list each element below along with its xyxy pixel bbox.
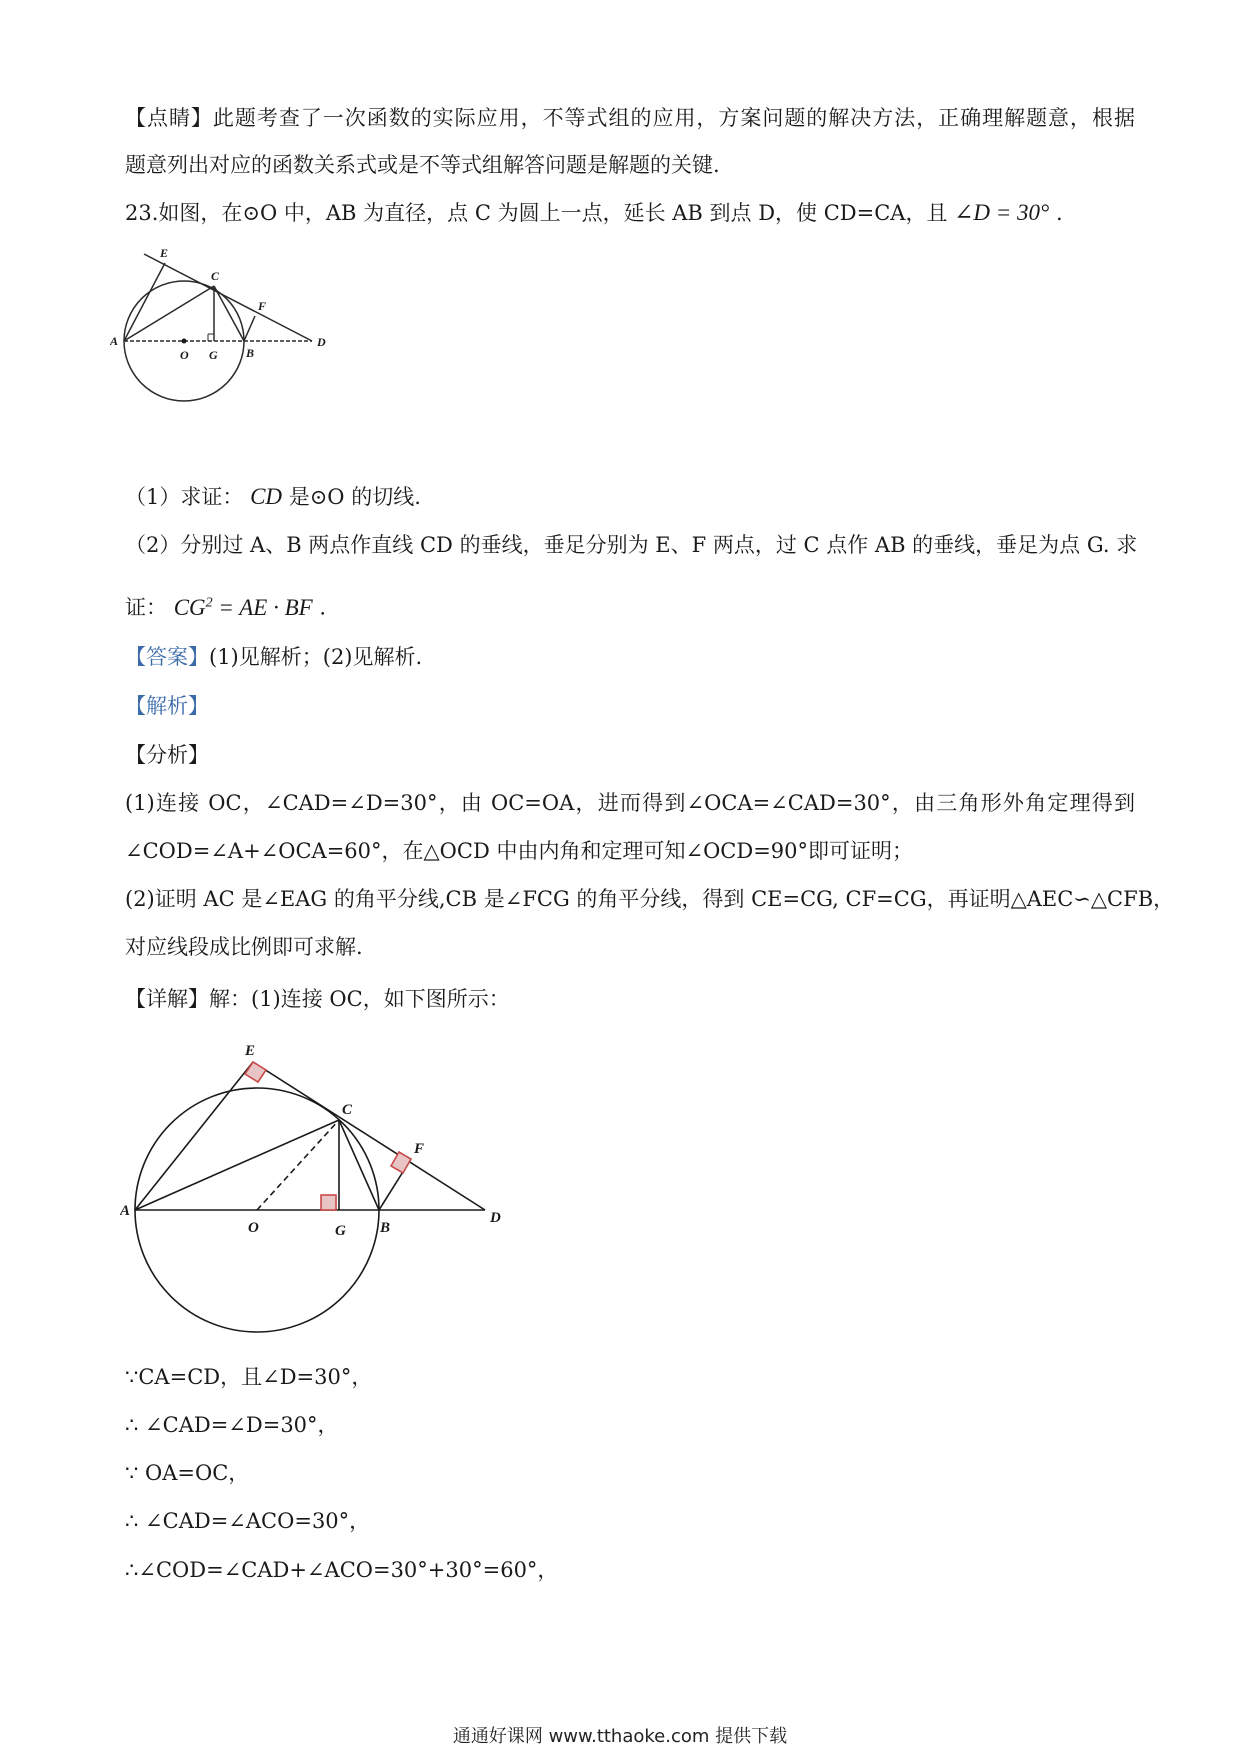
analysis-label: 【分析】 — [125, 743, 209, 767]
label-e-large: E — [245, 1043, 256, 1059]
label-g-small: G — [209, 348, 218, 362]
label-b-large: B — [380, 1220, 391, 1236]
detail-intro: 解：(1)连接 OC，如下图所示： — [209, 987, 510, 1011]
dianjing-line-2: 题意列出对应的函数关系式或是不等式组解答问题是解题的关键. — [125, 153, 720, 177]
label-g-large: G — [335, 1223, 346, 1239]
part-2-line-1: （2）分别过 A、B 两点作直线 CD 的垂线，垂足分别为 E、F 两点，过 C 点作 AB 的垂线，垂足为点 G. 求 — [125, 533, 1138, 557]
label-b-small: B — [246, 346, 255, 360]
problem-angle-math: ∠D = 30° — [954, 200, 1050, 225]
line-cb-large — [339, 1120, 379, 1210]
label-f-small: F — [258, 299, 267, 313]
center-dot-small — [182, 339, 187, 344]
label-a-small: A — [110, 334, 119, 348]
proof-step-2: ∴ ∠CAD=∠D=30°， — [125, 1413, 339, 1437]
part-1 — [125, 482, 1135, 512]
part-1-math: CD — [250, 484, 283, 509]
solution-figure — [120, 1035, 520, 1345]
label-f-large: F — [414, 1141, 425, 1157]
line-ed-small — [144, 254, 312, 341]
part-2-line-2 — [125, 588, 1135, 623]
analysis-line-4: 对应线段成比例即可求解. — [125, 935, 363, 959]
label-e-small: E — [160, 246, 169, 260]
analysis-line-2: ∠COD=∠A+∠OCA=60°，在△OCD 中由内角和定理可知∠OCD=90°即可证明； — [125, 839, 914, 863]
right-angle-f — [391, 1152, 411, 1173]
problem-statement — [125, 198, 1135, 228]
part-2-math: $CG^2$ = AE · BF — [173, 594, 313, 620]
label-d-large: D — [490, 1210, 501, 1226]
label-o-large: O — [248, 1220, 259, 1236]
answer-text: (1)见解析；(2)见解析. — [209, 645, 423, 669]
line-ae-large — [135, 1062, 253, 1210]
problem-statement-end: . — [1055, 201, 1063, 225]
answer-label: 【答案】 — [125, 645, 209, 669]
line-ac-large — [135, 1120, 339, 1210]
problem-statement-text: 23.如图，在⊙O 中，AB 为直径，点 C 为圆上一点，延长 AB 到点 D，使 CD=CA，且 — [125, 201, 948, 225]
line-cb-small — [214, 286, 244, 341]
part-1-text: 是⊙O 的切线. — [288, 485, 421, 509]
detail-label: 【详解】 — [125, 987, 209, 1011]
jiexi-label: 【解析】 — [125, 694, 209, 718]
line-ac-small — [124, 286, 214, 341]
label-c-small: C — [211, 269, 220, 283]
analysis-line-1: (1)连接 OC，∠CAD=∠D=30°，由 OC=OA，进而得到∠OCA=∠CAD=30°，由三角形外角定理得到 — [125, 791, 1135, 815]
line-bf-small — [244, 316, 255, 341]
answer-line — [125, 642, 1135, 672]
right-angle-e — [245, 1062, 266, 1082]
part-1-label: （1）求证： — [125, 485, 244, 509]
detail-line — [125, 984, 1135, 1014]
right-angle-g — [321, 1195, 336, 1210]
page-footer: 通通好课网 www.tthaoke.com 提供下载 — [452, 1726, 788, 1747]
proof-step-5: ∴∠COD=∠CAD+∠ACO=30°+30°=60°， — [125, 1558, 559, 1582]
analysis-line-3: (2)证明 AC 是∠EAG 的角平分线,CB 是∠FCG 的角平分线，得到 CE=CG, CF=CG，再证明△AEC∽△CFB， — [125, 887, 1175, 911]
part-2-end: . — [319, 595, 327, 620]
problem-figure — [110, 242, 360, 457]
part-2-label: 证： — [125, 595, 167, 620]
proof-step-3: ∵ OA=OC， — [125, 1461, 250, 1485]
proof-step-4: ∴ ∠CAD=∠ACO=30°， — [125, 1509, 371, 1533]
label-d-small: D — [317, 335, 326, 349]
label-c-large: C — [342, 1102, 353, 1118]
dianjing-line-1: 【点睛】此题考查了一次函数的实际应用，不等式组的应用，方案问题的解决方法，正确理解题意，根据 — [125, 106, 1135, 130]
label-o-small: O — [180, 348, 189, 362]
proof-step-1: ∵CA=CD，且∠D=30°， — [125, 1365, 373, 1389]
label-a-large: A — [120, 1203, 131, 1219]
